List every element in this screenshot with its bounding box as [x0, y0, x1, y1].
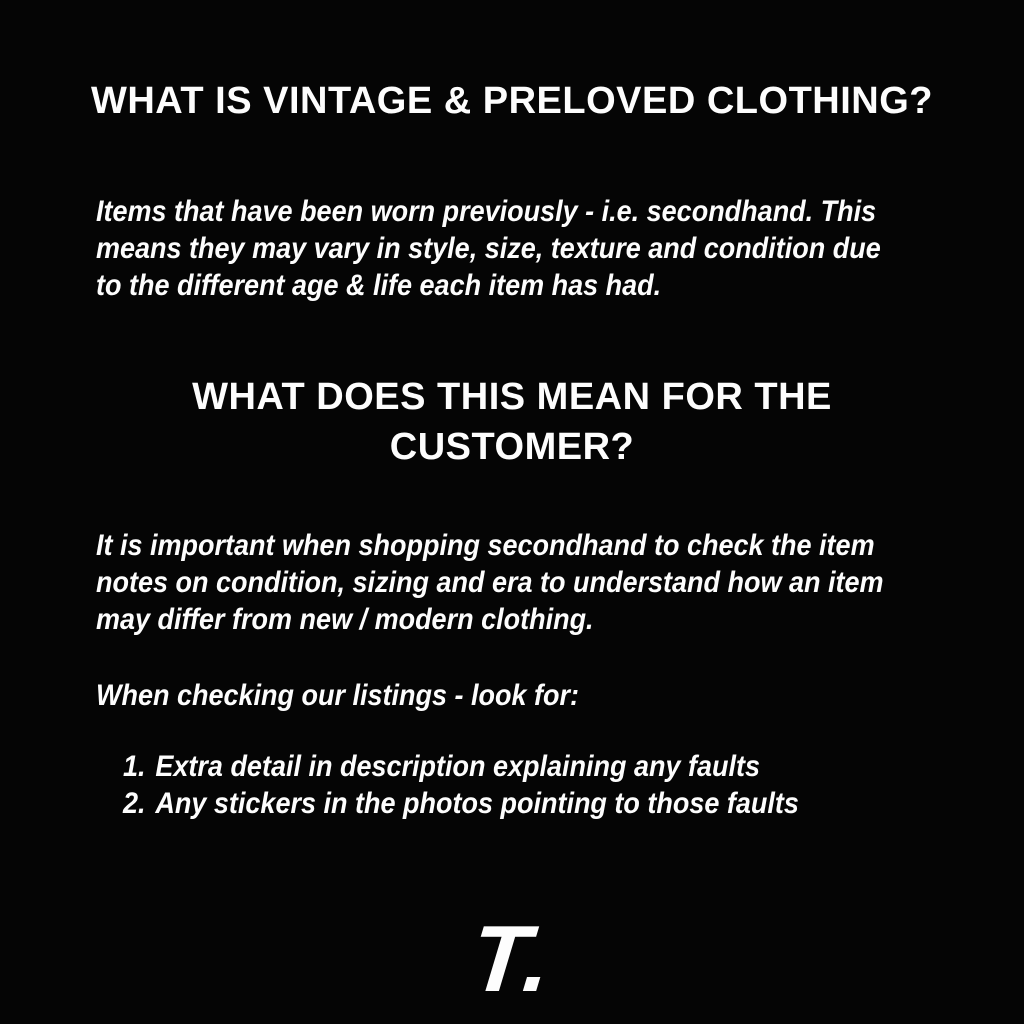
brand-logo-text: T.: [466, 906, 558, 1011]
section-heading-line: WHAT DOES THIS MEAN FOR THE: [192, 376, 832, 418]
page-title-text: WHAT IS VINTAGE & PRELOVED CLOTHING?: [90, 80, 934, 122]
page-title: [0, 76, 1024, 126]
checklist-item: [96, 785, 799, 822]
customer-line: may differ from new / modern clothing.: [96, 603, 594, 636]
checklist-item: [96, 748, 799, 785]
intro-line: to the different age & life each item has had.: [96, 269, 662, 302]
listings-note-text: When checking our listings - look for:: [96, 679, 580, 712]
checklist-item-text: Extra detail in description explaining any faults: [155, 750, 761, 783]
intro-paragraph: [96, 193, 881, 304]
section-heading-line: CUSTOMER?: [389, 426, 635, 468]
checklist: [96, 748, 799, 822]
intro-line: means they may vary in style, size, texture and condition due: [96, 232, 881, 265]
brand-logo: [0, 906, 1024, 1011]
customer-paragraph: [96, 527, 884, 638]
listings-note: [96, 677, 579, 714]
checklist-item-number: 1.: [123, 750, 146, 783]
customer-line: It is important when shopping secondhand to check the item: [96, 529, 875, 562]
customer-line: notes on condition, sizing and era to understand how an item: [96, 566, 884, 599]
section-heading-customer: [0, 372, 1024, 472]
checklist-item-number: 2.: [123, 787, 146, 820]
intro-line: Items that have been worn previously - i.e. secondhand. This: [96, 195, 877, 228]
checklist-item-text: Any stickers in the photos pointing to those faults: [155, 787, 799, 820]
